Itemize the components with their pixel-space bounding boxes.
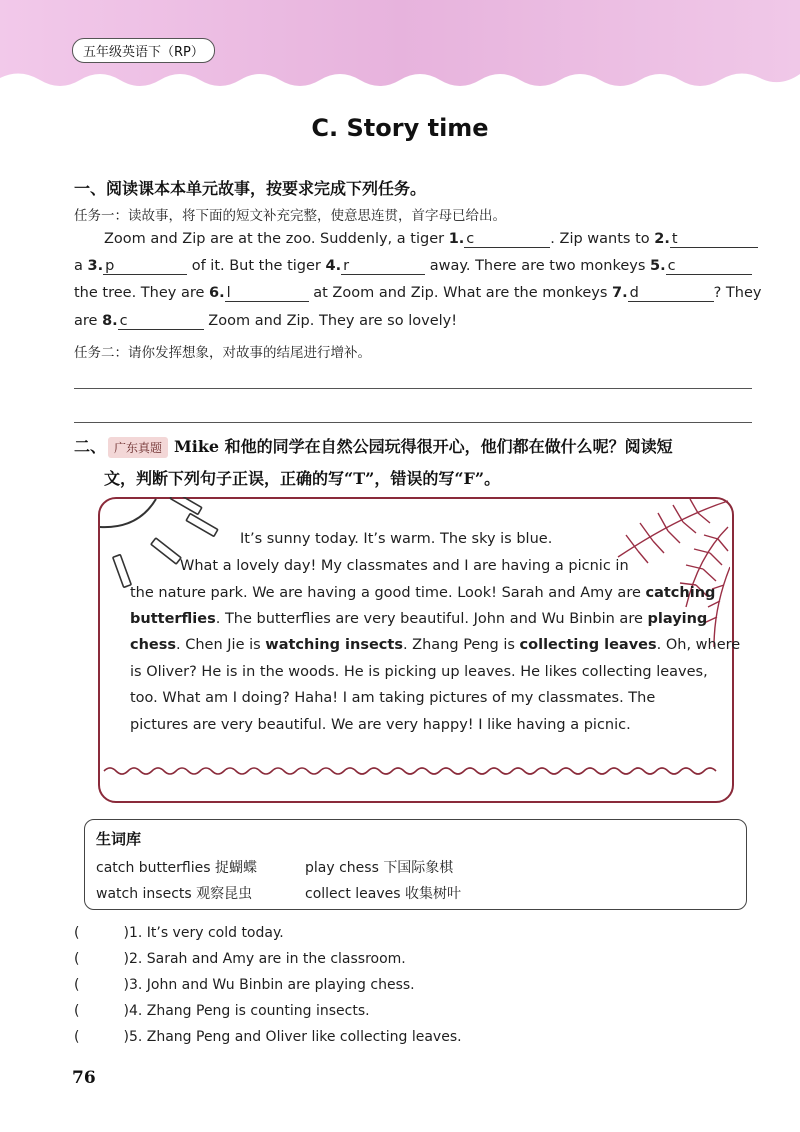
exam-source-tag: 广东真题 <box>108 437 168 458</box>
story-line-2: What a lovely day! My classmates and I are having a picnic in <box>180 558 629 574</box>
vocab-item: catch butterflies 捉蝴蝶 <box>96 860 257 876</box>
blank-2[interactable]: t <box>670 231 758 248</box>
story-line-3: the nature park. We are having a good time. Look! Sarah and Amy are catching <box>130 585 716 601</box>
question-2: ( )2. Sarah and Amy are in the classroom. <box>74 951 406 967</box>
question-3: ( )3. John and Wu Binbin are playing chess. <box>74 977 415 993</box>
task2-instruction: 任务二：请你发挥想象，对故事的结尾进行增补。 <box>74 345 371 361</box>
vocab-item: collect leaves 收集树叶 <box>305 886 462 902</box>
passage-line-2: a 3. p of it. But the tiger 4. r away. There are two monkeys 5. c <box>74 258 752 275</box>
section1-heading: 一、阅读课本本单元故事，按要求完成下列任务。 <box>74 179 427 198</box>
blank-4[interactable]: r <box>341 258 425 275</box>
sun-ray <box>151 538 181 564</box>
blank-number: 7. <box>612 285 628 301</box>
story-line-4: butterflies. The butterflies are very beautiful. John and Wu Binbin are playing <box>130 611 708 627</box>
blank-number: 2. <box>654 231 670 247</box>
section2-heading: 二、 广东真题 Mike 和他的同学在自然公园玩得很开心，他们都在做什么呢？阅读短 <box>74 437 673 456</box>
passage-line-3: the tree. They are 6. l at Zoom and Zip. What are the monkeys 7. d ? They <box>74 285 762 301</box>
blank-number: 8. <box>102 313 118 329</box>
vocab-item: watch insects 观察昆虫 <box>96 886 253 902</box>
story-line-8: pictures are very beautiful. We are very happy! I like having a picnic. <box>130 717 631 733</box>
blank-7[interactable]: d <box>628 285 714 302</box>
section2-heading-line2: 文，判断下列句子正误，正确的写“T”，错误的写“F”。 <box>104 469 501 488</box>
sun-ray <box>186 514 218 537</box>
blank-5[interactable]: c <box>666 258 752 275</box>
story-line-1: It’s sunny today. It’s warm. The sky is blue. <box>240 531 553 547</box>
blank-3[interactable]: p <box>103 258 187 275</box>
blank-6[interactable]: l <box>225 285 309 302</box>
passage-line-4: are 8. c Zoom and Zip. They are so lovely! <box>74 313 458 329</box>
page-title: C. Story time <box>311 114 489 142</box>
question-4: ( )4. Zhang Peng is counting insects. <box>74 1003 370 1019</box>
story-line-6: is Oliver? He is in the woods. He is picking up leaves. He likes collecting leaves, <box>130 664 708 680</box>
page-number: 76 <box>72 1068 96 1088</box>
blank-8[interactable]: c <box>118 313 204 330</box>
blank-number: 3. <box>87 258 104 274</box>
sun-icon <box>100 499 156 527</box>
grass-line <box>104 768 716 774</box>
story-line-5: chess. Chen Jie is watching insects. Zhang Peng is collecting leaves. Oh, where <box>130 637 741 653</box>
vocab-item: play chess 下国际象棋 <box>305 860 454 876</box>
blank-number: 1. <box>448 231 465 247</box>
blank-number: 6. <box>209 285 225 301</box>
answer-line-1[interactable] <box>74 388 752 389</box>
question-5: ( )5. Zhang Peng and Oliver like collecting leaves. <box>74 1029 462 1045</box>
passage-line-1: Zoom and Zip are at the zoo. Suddenly, a tiger 1. c . Zip wants to 2. t <box>104 231 758 248</box>
sun-ray <box>170 497 202 514</box>
answer-line-2[interactable] <box>74 422 752 423</box>
blank-number: 4. <box>325 258 342 274</box>
task1-instruction: 任务一：读故事，将下面的短文补充完整，使意思连贯，首字母已给出。 <box>74 208 506 224</box>
blank-number: 5. <box>650 258 666 274</box>
grade-label: 五年级英语下（RP） <box>72 38 215 63</box>
question-1: ( )1. It’s very cold today. <box>74 925 284 941</box>
vocab-title: 生词库 <box>96 830 142 848</box>
blank-1[interactable]: c <box>464 231 550 248</box>
story-line-7: too. What am I doing? Haha! I am taking pictures of my classmates. The <box>130 690 656 706</box>
sun-ray <box>113 555 131 588</box>
